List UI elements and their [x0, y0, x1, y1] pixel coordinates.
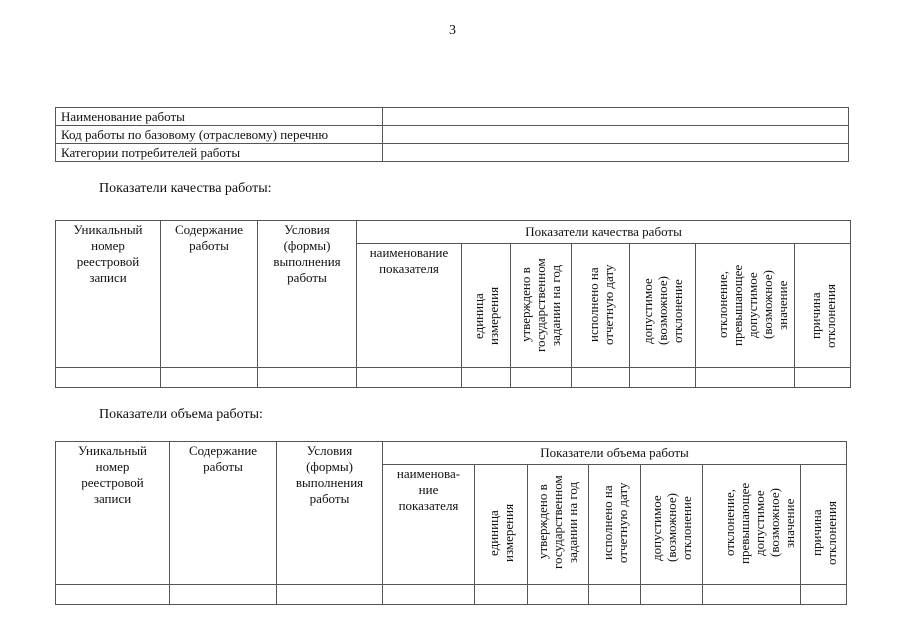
col-work-conditions: Условия (формы) выполнения работы — [277, 442, 383, 585]
col-approved-text: утверждено в государственном задании на год — [535, 475, 580, 569]
table-cell[interactable] — [795, 368, 851, 388]
col-executed — [572, 244, 630, 368]
table-cell[interactable] — [475, 585, 528, 605]
col-allowed-deviation — [641, 465, 703, 585]
col-reason-text: причина отклонения — [807, 284, 838, 348]
col-exceeding-deviation-text: отклонение, превышающее допустимое (возможное) значение — [715, 264, 790, 346]
work-name-label: Наименование работы — [56, 108, 383, 126]
col-exceeding-deviation — [696, 244, 795, 368]
table-cell[interactable] — [589, 585, 641, 605]
col-unique-number: Уникальный номер реестровой записи — [56, 221, 161, 368]
table-row — [56, 144, 849, 162]
table-cell[interactable] — [357, 368, 462, 388]
col-approved — [511, 244, 572, 368]
col-executed — [589, 465, 641, 585]
col-reason — [795, 244, 851, 368]
table-cell[interactable] — [801, 585, 847, 605]
table-cell[interactable] — [511, 368, 572, 388]
work-info-table — [55, 107, 849, 162]
col-allowed-deviation-text: допустимое (возможное) отклонение — [648, 493, 694, 563]
col-unit-text: единица измерения — [471, 286, 501, 346]
col-exceeding-deviation — [703, 465, 801, 585]
table-cell[interactable] — [383, 585, 475, 605]
col-reason-text: причина отклонения — [808, 501, 839, 565]
col-unit-text: единица измерения — [486, 503, 516, 563]
col-work-content: Содержание работы — [170, 442, 277, 585]
table-row — [56, 108, 849, 126]
work-code-label: Код работы по базовому (отраслевому) перечню — [56, 126, 383, 144]
col-executed-text: исполнено на отчетную дату — [599, 482, 630, 564]
col-indicator-name: наименова-ние показателя — [383, 465, 475, 585]
table-cell[interactable] — [161, 368, 258, 388]
col-executed-text: исполнено на отчетную дату — [585, 264, 616, 346]
volume-indicators-table — [55, 441, 847, 605]
table-row — [56, 585, 847, 605]
col-approved — [528, 465, 589, 585]
col-allowed-deviation-text: допустимое (возможное) отклонение — [639, 276, 685, 346]
table-cell[interactable] — [56, 585, 170, 605]
col-approved-text: утверждено в государственном задании на год — [518, 258, 563, 352]
table-row — [56, 126, 849, 144]
col-unit — [462, 244, 511, 368]
table-cell[interactable] — [572, 368, 630, 388]
work-code-value[interactable] — [383, 126, 849, 144]
col-allowed-deviation — [630, 244, 696, 368]
table-cell[interactable] — [630, 368, 696, 388]
table-cell[interactable] — [641, 585, 703, 605]
col-reason — [801, 465, 847, 585]
table-cell[interactable] — [703, 585, 801, 605]
volume-section-title: Показатели объема работы: — [99, 407, 263, 422]
col-unique-number: Уникальный номер реестровой записи — [56, 442, 170, 585]
volume-group-header: Показатели объема работы — [383, 442, 847, 465]
quality-group-header: Показатели качества работы — [357, 221, 851, 244]
work-name-value[interactable] — [383, 108, 849, 126]
consumer-category-value[interactable] — [383, 144, 849, 162]
table-cell[interactable] — [528, 585, 589, 605]
col-work-conditions: Условия (формы) выполнения работы — [258, 221, 357, 368]
page-number: 3 — [449, 23, 456, 38]
quality-indicators-table — [55, 220, 851, 388]
col-unit — [475, 465, 528, 585]
table-cell[interactable] — [258, 368, 357, 388]
table-cell[interactable] — [462, 368, 511, 388]
consumer-category-label: Категории потребителей работы — [56, 144, 383, 162]
table-cell[interactable] — [277, 585, 383, 605]
table-cell[interactable] — [56, 368, 161, 388]
col-exceeding-deviation-text: отклонение, превышающее допустимое (возможное) значение — [721, 482, 797, 564]
table-cell[interactable] — [170, 585, 277, 605]
quality-section-title: Показатели качества работы: — [99, 181, 272, 196]
table-cell[interactable] — [696, 368, 795, 388]
table-row — [56, 368, 851, 388]
col-indicator-name: наименование показателя — [357, 244, 462, 368]
col-work-content: Содержание работы — [161, 221, 258, 368]
